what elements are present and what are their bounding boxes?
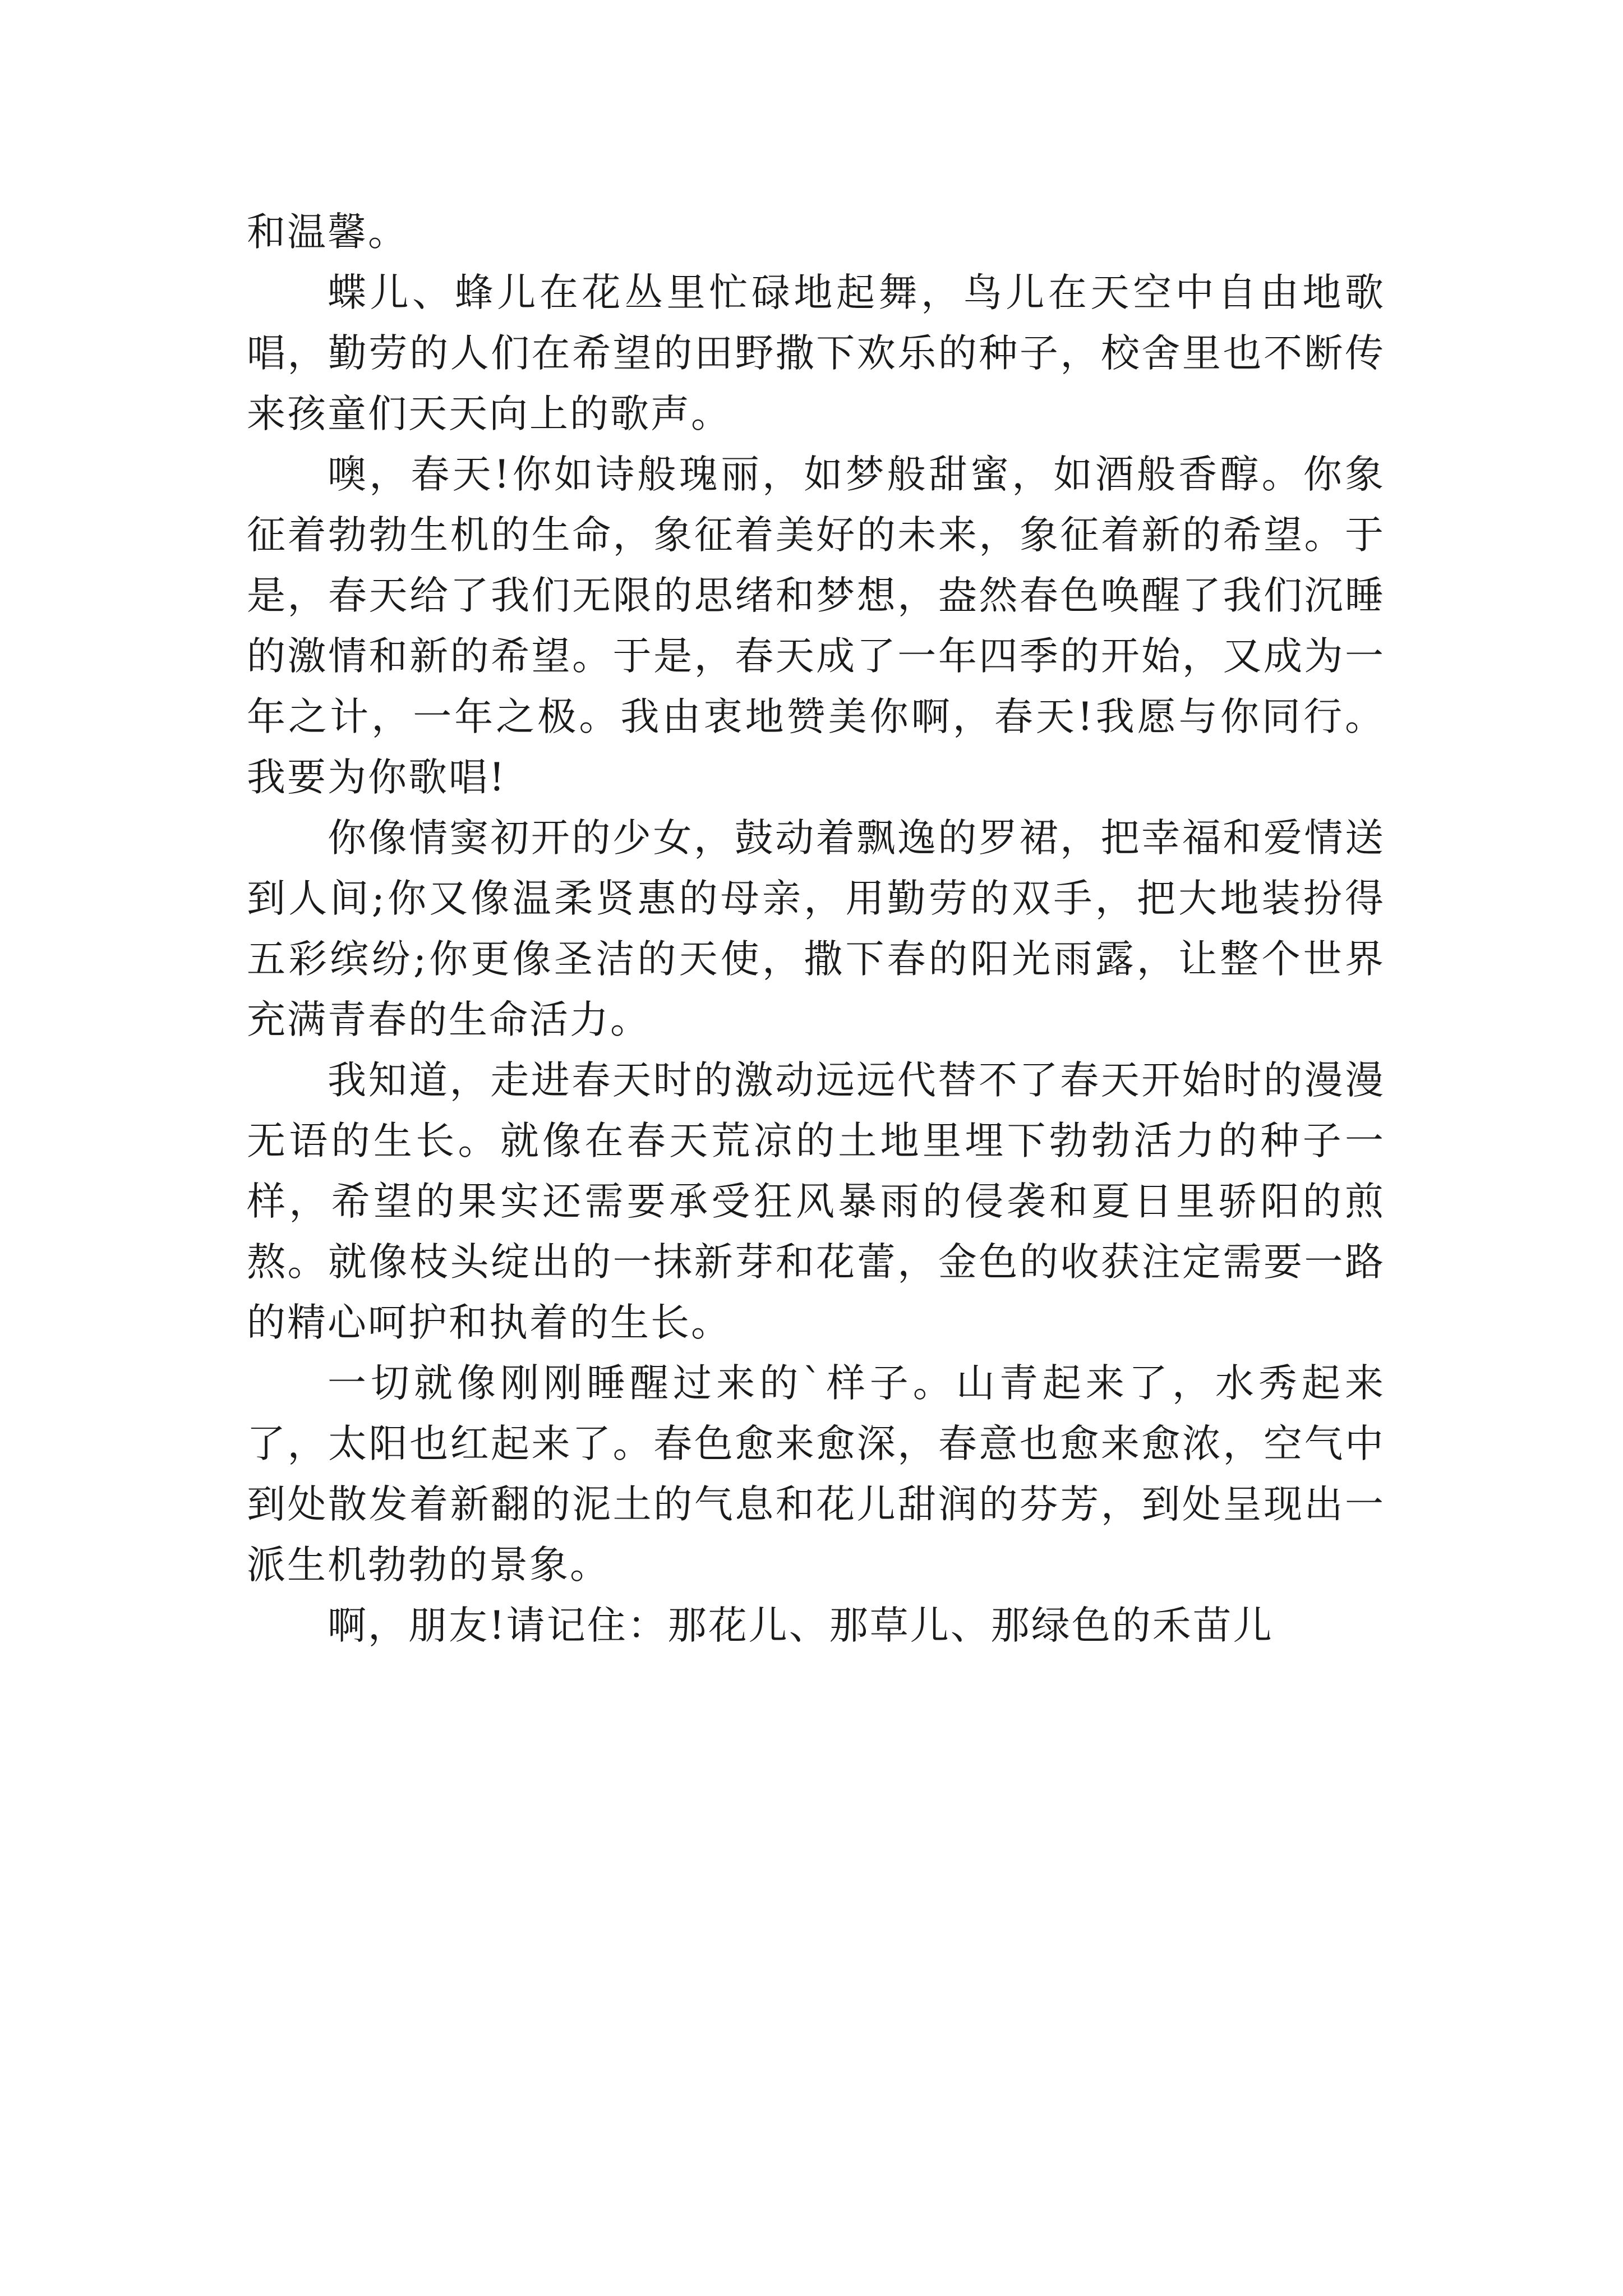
paragraph: 我知道，走进春天时的激动远远代替不了春天开始时的漫漫无语的生长。就像在春天荒凉的土地里埋下勃勃活力的种子一样，希望的果实还需要承受狂风暴雨的侵袭和夏日里骄阳的煎熬。就像枝头绽出的一抹新芽和花蕾，金色的收获注定需要一路的精心呵护和执着的生长。 [247, 1058, 1385, 1345]
paragraph: 你像情窦初开的少女，鼓动着飘逸的罗裙，把幸福和爱情送到人间;你又像温柔贤惠的母亲，用勤劳的双手，把大地装扮得五彩缤纷;你更像圣洁的天使，撒下春的阳光雨露，让整个世界充满青春的生命活力。 [247, 816, 1385, 1042]
paragraph: 一切就像刚刚睡醒过来的`样子。山青起来了，水秀起来了，太阳也红起来了。春色愈来愈深，春意也愈来愈浓，空气中到处散发着新翻的泥土的气息和花儿甜润的芬芳，到处呈现出一派生机勃勃的景象。 [247, 1361, 1385, 1588]
paragraph: 噢，春天!你如诗般瑰丽，如梦般甜蜜，如酒般香醇。你象征着勃勃生机的生命，象征着美好的未来，象征着新的希望。于是，春天给了我们无限的思绪和梦想，盎然春色唤醒了我们沉睡的激情和新的希望。于是，春天成了一年四季的开始，又成为一年之计，一年之极。我由衷地赞美你啊，春天!我愿与你同行。我要为你歌唱! [247, 452, 1385, 800]
paragraph-continued: 和温馨。 [247, 210, 408, 255]
paragraph: 啊，朋友!请记住：那花儿、那草儿、那绿色的禾苗儿 [328, 1603, 1274, 1648]
document-body [247, 202, 1385, 1656]
paragraph: 蝶儿、蜂儿在花丛里忙碌地起舞，鸟儿在天空中自由地歌唱，勤劳的人们在希望的田野撒下欢乐的种子，校舍里也不断传来孩童们天天向上的歌声。 [247, 270, 1385, 436]
